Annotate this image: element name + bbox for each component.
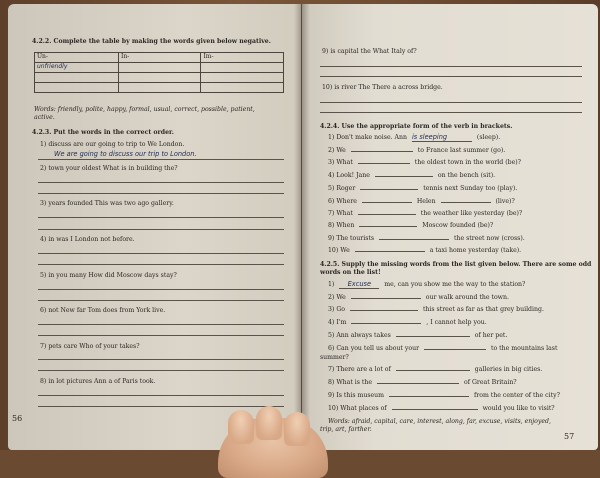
verb-item-10	[328, 247, 521, 254]
missing-item-prompt: 5) Ann always takes	[328, 332, 391, 339]
exercise-item: 1) discuss are our going to trip to We London.	[40, 141, 185, 148]
exercise-item: 9) is capital the What Italy of?	[322, 48, 417, 55]
verb-item-rest: Helen	[416, 198, 436, 205]
missing-item-rest: , I cannot help you.	[426, 319, 487, 326]
exercise-item: 8) in lot pictures Ann a of Paris took.	[40, 378, 156, 385]
missing-item-2	[328, 294, 509, 301]
answer-line[interactable]	[320, 66, 582, 67]
section-title-4-2-3: 4.2.3. Put the words in the correct order.	[32, 129, 174, 136]
finger	[256, 406, 282, 440]
missing-item-6	[328, 345, 557, 352]
handwritten-answer[interactable]: is sleeping	[412, 134, 472, 142]
missing-item-rest: galleries in big cities.	[474, 366, 543, 373]
finger	[284, 412, 310, 446]
missing-item-prompt: 9) Is this museum	[328, 392, 385, 399]
missing-item-rest: of her pet.	[474, 332, 508, 339]
verb-item-prompt: 7) What	[328, 210, 353, 217]
exercise-item: 6) not New far Tom does from York live.	[40, 307, 166, 314]
missing-item-rest: would you like to visit?	[482, 405, 555, 412]
answer-line[interactable]	[38, 264, 284, 265]
left-page	[8, 4, 301, 450]
verb-item-prompt: 2) We	[328, 147, 346, 154]
verb-item-prompt: 3) What	[328, 159, 353, 166]
table-cell[interactable]	[119, 63, 201, 73]
missing-item-prompt: 3) Go	[328, 306, 345, 313]
table-row	[35, 83, 284, 93]
verb-item-rest: on the bench (sit).	[437, 172, 496, 179]
table-cell[interactable]	[35, 83, 119, 93]
missing-item-7	[328, 366, 542, 373]
table-cell[interactable]	[201, 63, 284, 73]
blank-field[interactable]	[351, 323, 421, 324]
word-list-cont: active.	[34, 114, 55, 121]
blank-field[interactable]	[362, 202, 412, 203]
verb-item-3	[328, 159, 521, 166]
missing-item-rest: from the center of the city?	[473, 392, 560, 399]
table-cell[interactable]	[35, 73, 119, 83]
answer-line[interactable]	[38, 335, 284, 336]
exercise-item: 10) is river The There a across bridge.	[322, 84, 443, 91]
verb-item-5	[328, 185, 517, 192]
missing-item-1	[328, 281, 525, 289]
blank-field[interactable]	[441, 202, 491, 203]
answer-line[interactable]	[320, 112, 582, 113]
blank-field[interactable]	[350, 310, 418, 311]
table-cell[interactable]	[201, 83, 284, 93]
handwritten-answer[interactable]: Excuse	[339, 281, 379, 289]
blank-field[interactable]	[396, 336, 470, 337]
missing-item-6-cont: summer?	[320, 354, 349, 361]
verb-item-prompt: 10) We	[328, 247, 350, 254]
answer-line[interactable]	[38, 217, 284, 218]
blank-field[interactable]	[351, 298, 421, 299]
answer-line[interactable]	[38, 182, 284, 183]
verb-item-8	[328, 222, 493, 229]
missing-item-4	[328, 319, 487, 326]
answer-line[interactable]	[38, 395, 284, 396]
verb-item-rest: the weather like yesterday (be)?	[420, 210, 523, 217]
verb-item-rest: the street now (cross).	[453, 235, 525, 242]
verb-item-rest: a taxi home yesterday (take).	[429, 247, 522, 254]
blank-field[interactable]	[379, 239, 449, 240]
table-row	[35, 73, 284, 83]
missing-item-prompt: 6) Can you tell us about your	[328, 345, 420, 352]
section-title-4-2-4: 4.2.4. Use the appropriate form of the verb in brackets.	[320, 123, 513, 130]
answer-line[interactable]	[38, 406, 284, 407]
answer-line[interactable]	[38, 370, 284, 371]
table-header-row	[35, 53, 284, 63]
table-cell[interactable]	[119, 73, 201, 83]
verb-item-1	[328, 134, 500, 142]
blank-field[interactable]	[375, 176, 433, 177]
missing-item-prompt: 10) What places of	[328, 405, 387, 412]
blank-field[interactable]	[392, 409, 478, 410]
verb-item-4	[328, 172, 495, 179]
answer-line[interactable]	[320, 102, 582, 103]
verb-item-rest: Moscow founded (be)?	[422, 222, 494, 229]
missing-item-prompt: 4) I'm	[328, 319, 347, 326]
missing-item-3	[328, 306, 544, 313]
verb-item-7	[328, 210, 522, 217]
missing-item-rest: to the mountains last	[490, 345, 558, 352]
exercise-item: 4) in was I London not before.	[40, 236, 135, 243]
right-page	[302, 4, 598, 450]
table-row	[35, 63, 284, 73]
negative-words-table	[34, 52, 284, 93]
verb-item-9	[328, 235, 525, 242]
section-title-4-2-5-cont: words on the list!	[320, 269, 381, 276]
missing-item-rest: our walk around the town.	[425, 294, 509, 301]
table-header-cell: In-	[119, 53, 201, 63]
verb-item-rest: (live)?	[495, 198, 515, 205]
missing-item-prompt: 7) There are a lot of	[328, 366, 391, 373]
answer-line[interactable]	[38, 324, 284, 325]
verb-item-prompt: 5) Roger	[328, 185, 356, 192]
blank-field[interactable]	[351, 151, 413, 152]
book-spine	[294, 4, 310, 450]
page-number: 57	[564, 432, 575, 441]
exercise-item: 2) town your oldest What is in building the?	[40, 165, 178, 172]
exercise-item: 5) in you many How did Moscow days stay?	[40, 272, 177, 279]
missing-item-9	[328, 392, 560, 399]
missing-item-rest: of Great Britain?	[464, 379, 517, 386]
missing-item-rest: me, can you show me the way to the station?	[384, 281, 526, 288]
word-list-cont: trip, art, farther.	[320, 426, 372, 433]
missing-item-rest: this street as far as that grey building.	[422, 306, 544, 313]
missing-item-5	[328, 332, 507, 339]
workbook	[8, 4, 598, 450]
missing-item-prompt: 8) What is the	[328, 379, 373, 386]
verb-item-prompt: 1) Don't make noise. Ann	[328, 134, 407, 141]
blank-field[interactable]	[358, 214, 416, 215]
blank-field[interactable]	[359, 226, 417, 227]
answer-line[interactable]	[38, 193, 284, 194]
exercise-item: 3) years founded This was two ago gallery.	[40, 200, 174, 207]
blank-field[interactable]	[389, 396, 469, 397]
verb-item-prompt: 9) The tourists	[328, 235, 375, 242]
verb-item-rest: tennis next Sunday too (play).	[423, 185, 518, 192]
answer-line[interactable]	[38, 159, 284, 160]
table-header-cell: Un-	[35, 53, 119, 63]
table-cell[interactable]	[119, 83, 201, 93]
table-cell[interactable]: unfriendly	[35, 63, 119, 73]
answer-line[interactable]	[38, 300, 284, 301]
exercise-item: 7) pets care Who of your takes?	[40, 343, 140, 350]
missing-item-prompt: 2) We	[328, 294, 346, 301]
answer-line[interactable]	[38, 289, 284, 290]
verb-item-prompt: 4) Look! Jane	[328, 172, 370, 179]
table-header-cell: Im-	[201, 53, 284, 63]
blank-field[interactable]	[424, 349, 486, 350]
answer-line[interactable]	[38, 359, 284, 360]
finger	[228, 410, 254, 444]
section-title-4-2-5: 4.2.5. Supply the missing words from the list given below. There are some odd	[320, 261, 592, 268]
missing-item-8	[328, 379, 517, 386]
verb-item-rest: to France last summer (go).	[417, 147, 506, 154]
blank-field[interactable]	[355, 251, 425, 252]
missing-item-10	[328, 405, 555, 412]
answer-line[interactable]	[38, 229, 284, 230]
table-cell[interactable]	[201, 73, 284, 83]
verb-item-6	[328, 198, 515, 205]
section-title-4-2-2: 4.2.2. Complete the table by making the words given below negative.	[32, 38, 271, 45]
blank-field[interactable]	[377, 383, 459, 384]
handwritten-answer: We are going to discuss our trip to London.	[54, 150, 197, 158]
verb-item-rest: the oldest town in the world (be)?	[414, 159, 521, 166]
answer-line[interactable]	[38, 253, 284, 254]
verb-item-2	[328, 147, 505, 154]
word-list: Words: friendly, polite, happy, formal, usual, correct, possible, patient,	[34, 106, 255, 113]
page-number: 56	[12, 414, 23, 423]
blank-field[interactable]	[358, 163, 410, 164]
word-list: Words: afraid, capital, care, interest, along, far, excuse, visits, enjoyed,	[328, 418, 551, 425]
answer-line[interactable]	[320, 76, 582, 77]
verb-item-prompt: 6) Where	[328, 198, 357, 205]
verb-item-rest: (sleep).	[476, 134, 501, 141]
blank-field[interactable]	[396, 370, 470, 371]
verb-item-prompt: 8) When	[328, 222, 355, 229]
missing-item-prompt: 1)	[328, 281, 335, 288]
blank-field[interactable]	[360, 189, 418, 190]
